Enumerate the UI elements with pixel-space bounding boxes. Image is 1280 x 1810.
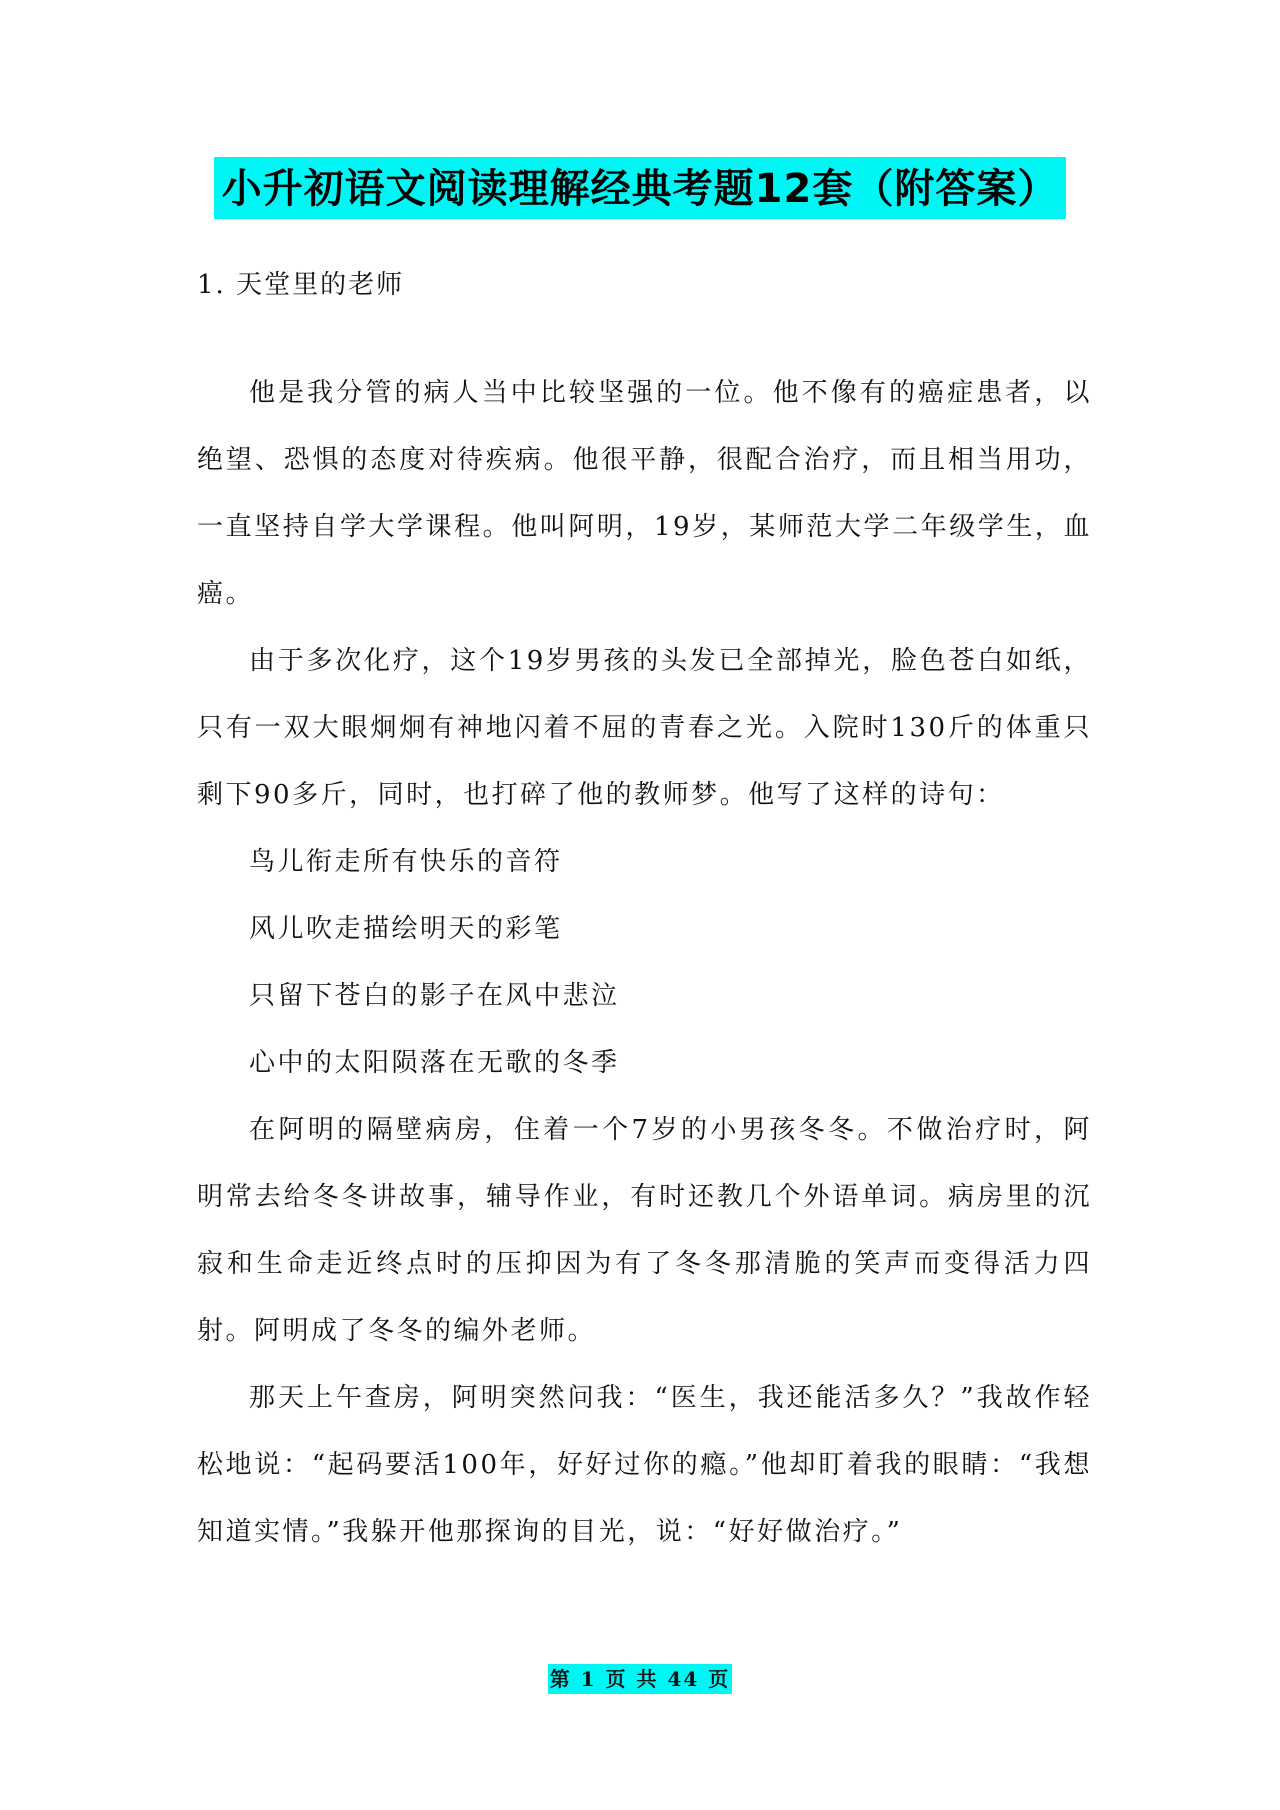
poem-line: 只留下苍白的影子在风中悲泣 bbox=[249, 981, 620, 1011]
title-container bbox=[0, 157, 1280, 219]
paragraph: 那天上午查房，阿明突然问我：“医生，我还能活多久？”我故作轻松地说：“起码要活100年，好好过你的瘾。”他却盯着我的眼睛：“我想知道实情。”我躲开他那探询的目光，说：“好好做治疗。” bbox=[197, 1383, 1092, 1547]
article-body bbox=[197, 360, 1092, 1566]
poem-line: 风儿吹走描绘明天的彩笔 bbox=[249, 914, 563, 944]
section-heading: 1. 天堂里的老师 bbox=[197, 270, 405, 300]
poem-line: 鸟儿衔走所有快乐的音符 bbox=[249, 847, 563, 877]
page-number: 第 1 页 共 44 页 bbox=[548, 1664, 733, 1694]
document-title: 小升初语文阅读理解经典考题12套（附答案） bbox=[214, 157, 1067, 219]
footer-container bbox=[0, 1664, 1280, 1694]
paragraph: 他是我分管的病人当中比较坚强的一位。他不像有的癌症患者，以绝望、恐惧的态度对待疾病。他很平静，很配合治疗，而且相当用功，一直坚持自学大学课程。他叫阿明，19岁，某师范大学二年级学生，血癌。 bbox=[197, 378, 1092, 609]
poem-line: 心中的太阳陨落在无歌的冬季 bbox=[249, 1048, 620, 1078]
paragraph: 在阿明的隔壁病房，住着一个7岁的小男孩冬冬。不做治疗时，阿明常去给冬冬讲故事，辅导作业，有时还教几个外语单词。病房里的沉寂和生命走近终点时的压抑因为有了冬冬那清脆的笑声而变得活力四射。阿明成了冬冬的编外老师。 bbox=[197, 1115, 1092, 1346]
paragraph: 由于多次化疗，这个19岁男孩的头发已全部掉光，脸色苍白如纸，只有一双大眼炯炯有神地闪着不屈的青春之光。入院时130斤的体重只剩下90多斤，同时，也打碎了他的教师梦。他写了这样的诗句： bbox=[197, 646, 1092, 810]
